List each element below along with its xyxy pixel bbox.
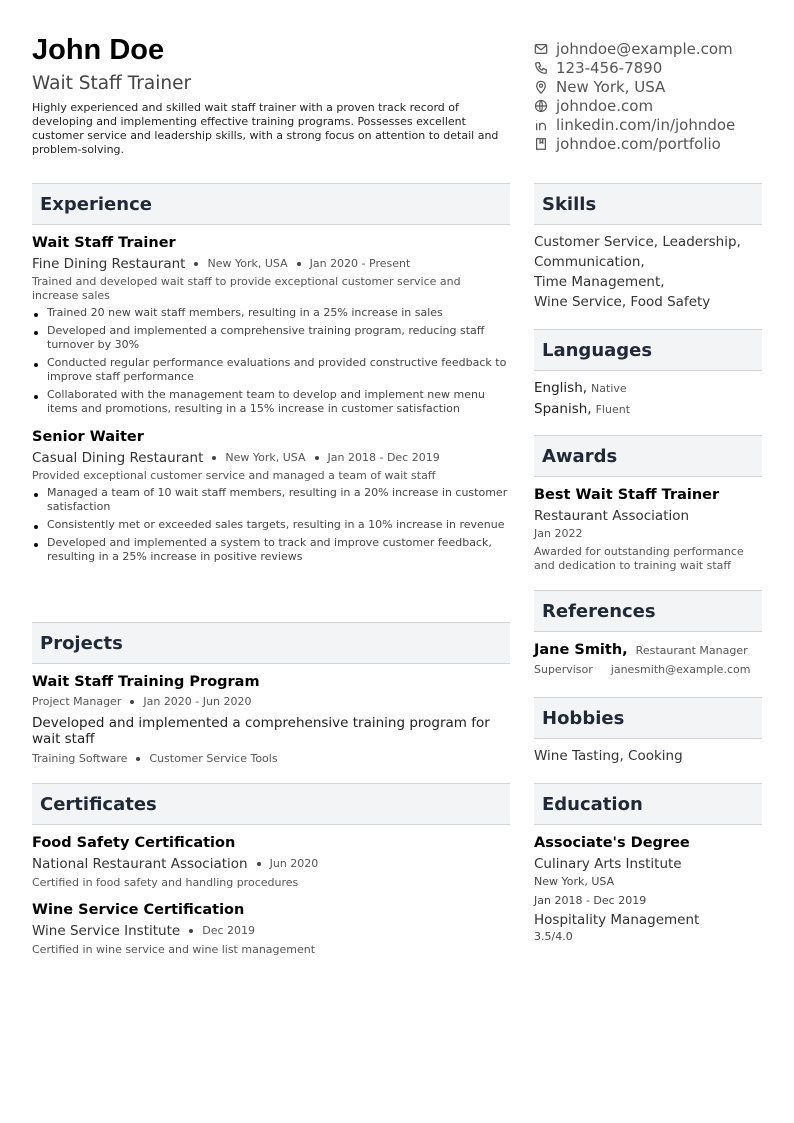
separator-dot: [136, 757, 140, 761]
skills-line: Time Management,: [534, 274, 665, 290]
certificate-meta: [32, 922, 510, 940]
contact-phone[interactable]: [534, 58, 774, 77]
language-level: Fluent: [595, 403, 631, 416]
contact-email[interactable]: [534, 39, 774, 58]
experience-summary: Provided exceptional customer service and managed a team of wait staff: [32, 469, 436, 482]
certificate-issuer: Wine Service Institute: [32, 923, 181, 939]
contact-website[interactable]: [534, 96, 774, 115]
bullet-item: Developed and implemented a system to track and improve customer feedback, resulting in a 25% increase in positive reviews: [32, 536, 510, 564]
separator-dot: [257, 862, 261, 866]
certificate-description: Certified in food safety and handling procedures: [32, 876, 299, 889]
experience-title: Wait Staff Trainer: [32, 235, 176, 251]
bullet-item: Consistently met or exceeded sales targets, resulting in a 10% increase in revenue: [32, 518, 510, 532]
certificate-date: Jun 2020: [269, 857, 319, 870]
experience-meta: [32, 449, 510, 467]
certificate-title: Food Safety Certification: [32, 835, 236, 851]
reference-name: Jane Smith,: [534, 642, 628, 658]
education-location: New York, USA: [534, 875, 615, 888]
bullet-item: Developed and implemented a comprehensive training program, reducing staff turnover by 30%: [32, 324, 510, 352]
phone-icon: [534, 61, 548, 75]
experience-company: Fine Dining Restaurant: [32, 256, 186, 272]
project-tools: [32, 750, 510, 768]
skills-line: Customer Service, Leadership,: [534, 234, 741, 250]
experience-bullets: [32, 306, 510, 416]
experience-location: New York, USA: [207, 257, 288, 270]
project-dates: Jan 2020 - Jun 2020: [143, 695, 252, 708]
hobbies-list: Wine Tasting, Cooking: [534, 748, 683, 764]
project-tool: Training Software: [32, 752, 128, 765]
education-degree: Associate's Degree: [534, 835, 690, 851]
education-dates: Jan 2018 - Dec 2019: [534, 894, 647, 907]
certificate-issuer: National Restaurant Association: [32, 856, 248, 872]
award-issuer: Restaurant Association: [534, 508, 690, 524]
project-description: Developed and implemented a comprehensive training program for wait staff: [32, 715, 490, 747]
person-name: John Doe: [32, 34, 165, 66]
project-meta: [32, 693, 510, 711]
experience-entry: [32, 427, 510, 564]
separator-dot: [189, 929, 193, 933]
reference-email[interactable]: janesmith@example.com: [610, 663, 751, 676]
languages-section: [534, 329, 762, 420]
contact-list: [534, 39, 774, 153]
contact-website-text: johndoe.com: [556, 96, 654, 115]
contact-portfolio-text: johndoe.com/portfolio: [556, 134, 721, 153]
education-field: Hospitality Management: [534, 912, 700, 928]
language-name: Spanish,: [534, 401, 592, 417]
bullet-item: Collaborated with the management team to develop and implement new menu items and promotions, resulting in a 15% increase in customer satisfaction: [32, 388, 510, 416]
separator-dot: [130, 700, 134, 704]
experience-bullets: [32, 486, 510, 564]
education-section: [534, 783, 762, 944]
experience-dates: Jan 2018 - Dec 2019: [327, 451, 440, 464]
separator-dot: [297, 262, 301, 266]
skills-list: [534, 232, 762, 312]
languages-list: [534, 378, 762, 420]
certificate-entry: [32, 900, 510, 957]
experience-meta: [32, 255, 510, 273]
certificate-description: Certified in wine service and wine list management: [32, 943, 316, 956]
bullet-item: Managed a team of 10 wait staff members, resulting in a 20% increase in customer satisfaction: [32, 486, 510, 514]
separator-dot: [212, 456, 216, 460]
education-gpa: 3.5/4.0: [534, 930, 573, 943]
mail-icon: [534, 42, 548, 56]
award-title: Best Wait Staff Trainer: [534, 487, 720, 503]
contact-email-text: johndoe@example.com: [556, 39, 733, 58]
experience-location: New York, USA: [225, 451, 306, 464]
certificate-meta: [32, 855, 510, 873]
language-level: Native: [591, 382, 627, 395]
experience-entry: [32, 233, 510, 416]
separator-dot: [315, 456, 319, 460]
project-title: Wait Staff Training Program: [32, 674, 260, 690]
section-heading-certificates: Certificates: [32, 783, 510, 825]
job-title: Wait Staff Trainer: [32, 73, 192, 94]
section-heading-references: References: [534, 590, 762, 632]
language-item: [534, 378, 762, 399]
section-heading-hobbies: Hobbies: [534, 697, 762, 739]
project-role: Project Manager: [32, 695, 122, 708]
references-section: [534, 590, 762, 678]
skills-line: Wine Service, Food Safety: [534, 294, 711, 310]
section-heading-awards: Awards: [534, 435, 762, 477]
experience-section: [32, 183, 510, 568]
certificate-date: Dec 2019: [202, 924, 255, 937]
award-entry: [534, 485, 762, 573]
separator-dot: [194, 262, 198, 266]
reference-header: [534, 640, 762, 661]
certificates-section: [32, 783, 510, 957]
section-heading-languages: Languages: [534, 329, 762, 371]
experience-summary: Trained and developed wait staff to provide exceptional customer service and increase sales: [32, 275, 461, 302]
section-heading-experience: Experience: [32, 183, 510, 225]
reference-details: [534, 662, 762, 678]
reference-entry: [534, 640, 762, 678]
experience-dates: Jan 2020 - Present: [309, 257, 411, 270]
projects-section: [32, 622, 510, 768]
bullet-item: Trained 20 new wait staff members, resulting in a 25% increase in sales: [32, 306, 510, 320]
map-pin-icon: [534, 80, 548, 94]
certificate-title: Wine Service Certification: [32, 902, 245, 918]
award-description: Awarded for outstanding performance and dedication to training wait staff: [534, 545, 744, 572]
education-entry: [534, 833, 762, 944]
award-date: Jan 2022: [534, 527, 583, 540]
section-heading-projects: Projects: [32, 622, 510, 664]
globe-icon: [534, 99, 548, 113]
summary: Highly experienced and skilled wait staff trainer with a proven track record of developing and implementing effective training programs. Possesses excellent customer service and leadership skills, with a strong focus on attention to detail and problem-solving.: [32, 101, 499, 156]
bullet-item: Conducted regular performance evaluations and provided constructive feedback to improve staff performance: [32, 356, 510, 384]
contact-portfolio[interactable]: [534, 134, 774, 153]
contact-location: [534, 77, 774, 96]
reference-position: Restaurant Manager: [635, 644, 748, 657]
skills-line: Communication,: [534, 254, 645, 270]
skills-section: [534, 183, 762, 312]
experience-company: Casual Dining Restaurant: [32, 450, 204, 466]
project-entry: [32, 672, 510, 768]
experience-title: Senior Waiter: [32, 429, 144, 445]
awards-section: [534, 435, 762, 573]
contact-linkedin[interactable]: [534, 115, 774, 134]
language-name: English,: [534, 380, 588, 396]
section-heading-skills: Skills: [534, 183, 762, 225]
contact-linkedin-text: linkedin.com/in/johndoe: [556, 115, 736, 134]
header: [32, 33, 512, 157]
hobbies-section: [534, 697, 762, 766]
section-heading-education: Education: [534, 783, 762, 825]
language-item: [534, 399, 762, 420]
certificate-entry: [32, 833, 510, 890]
reference-relation: Supervisor: [534, 663, 593, 676]
linkedin-icon: [534, 118, 548, 132]
project-tool: Customer Service Tools: [149, 752, 278, 765]
education-school: Culinary Arts Institute: [534, 856, 682, 872]
contact-location-text: New York, USA: [556, 77, 666, 96]
contact-phone-text: 123-456-7890: [556, 58, 663, 77]
portfolio-icon: [534, 137, 548, 151]
